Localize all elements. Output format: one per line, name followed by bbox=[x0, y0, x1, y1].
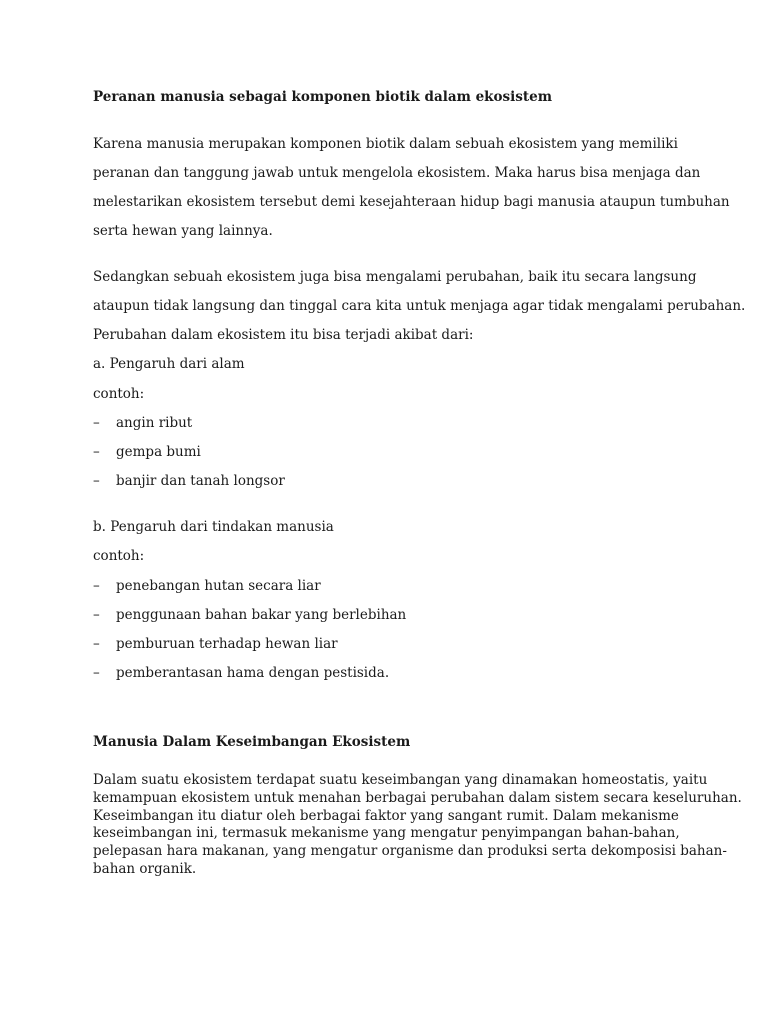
dash-bullet: – bbox=[93, 473, 100, 489]
list-group-title-a: a. Pengaruh dari alam bbox=[93, 356, 245, 372]
paragraph-line: Keseimbangan itu diatur oleh berbagai faktor yang sangant rumit. Dalam mekanisme bbox=[93, 807, 679, 824]
dash-bullet: – bbox=[93, 665, 100, 681]
list-item: penggunaan bahan bakar yang berlebihan bbox=[116, 607, 407, 623]
list-item: pemberantasan hama dengan pestisida. bbox=[116, 665, 390, 681]
list-item: pemburuan terhadap hewan liar bbox=[116, 636, 338, 652]
paragraph-line: bahan organik. bbox=[93, 860, 197, 877]
contoh-label: contoh: bbox=[93, 386, 145, 402]
list-item: angin ribut bbox=[116, 415, 193, 431]
dash-bullet: – bbox=[93, 636, 100, 652]
list-item: penebangan hutan secara liar bbox=[116, 578, 321, 594]
paragraph-line: Sedangkan sebuah ekosistem juga bisa mengalami perubahan, baik itu secara langsung bbox=[93, 269, 697, 285]
paragraph-line: peranan dan tanggung jawab untuk mengelola ekosistem. Maka harus bisa menjaga dan bbox=[93, 165, 701, 181]
paragraph-line: serta hewan yang lainnya. bbox=[93, 223, 273, 239]
section-heading-peranan: Peranan manusia sebagai komponen biotik dalam ekosistem bbox=[93, 89, 552, 105]
paragraph-line: ataupun tidak langsung dan tinggal cara kita untuk menjaga agar tidak mengalami perubahan. bbox=[93, 298, 746, 314]
list-group-title-b: b. Pengaruh dari tindakan manusia bbox=[93, 519, 334, 535]
list-item: banjir dan tanah longsor bbox=[116, 473, 285, 489]
paragraph-line: pelepasan hara makanan, yang mengatur organisme dan produksi serta dekomposisi bahan- bbox=[93, 843, 727, 860]
dash-bullet: – bbox=[93, 578, 100, 594]
dash-bullet: – bbox=[93, 607, 100, 623]
dash-bullet: – bbox=[93, 415, 100, 431]
section-heading-keseimbangan: Manusia Dalam Keseimbangan Ekosistem bbox=[93, 734, 411, 750]
list-item: gempa bumi bbox=[116, 444, 201, 460]
paragraph-line: melestarikan ekosistem tersebut demi kesejahteraan hidup bagi manusia ataupun tumbuhan bbox=[93, 194, 730, 210]
paragraph-line: keseimbangan ini, termasuk mekanisme yang mengatur penyimpangan bahan-bahan, bbox=[93, 825, 680, 842]
dash-bullet: – bbox=[93, 444, 100, 460]
paragraph-keseimbangan bbox=[93, 772, 742, 879]
paragraph-line: Karena manusia merupakan komponen biotik dalam sebuah ekosistem yang memiliki bbox=[93, 136, 678, 152]
paragraph-line: Dalam suatu ekosistem terdapat suatu keseimbangan yang dinamakan homeostatis, yaitu bbox=[93, 772, 708, 788]
paragraph-line: Perubahan dalam ekosistem itu bisa terjadi akibat dari: bbox=[93, 327, 474, 343]
paragraph-line: kemampuan ekosistem untuk menahan berbagai perubahan dalam sistem secara keseluruhan. bbox=[93, 789, 742, 806]
contoh-label: contoh: bbox=[93, 548, 145, 564]
